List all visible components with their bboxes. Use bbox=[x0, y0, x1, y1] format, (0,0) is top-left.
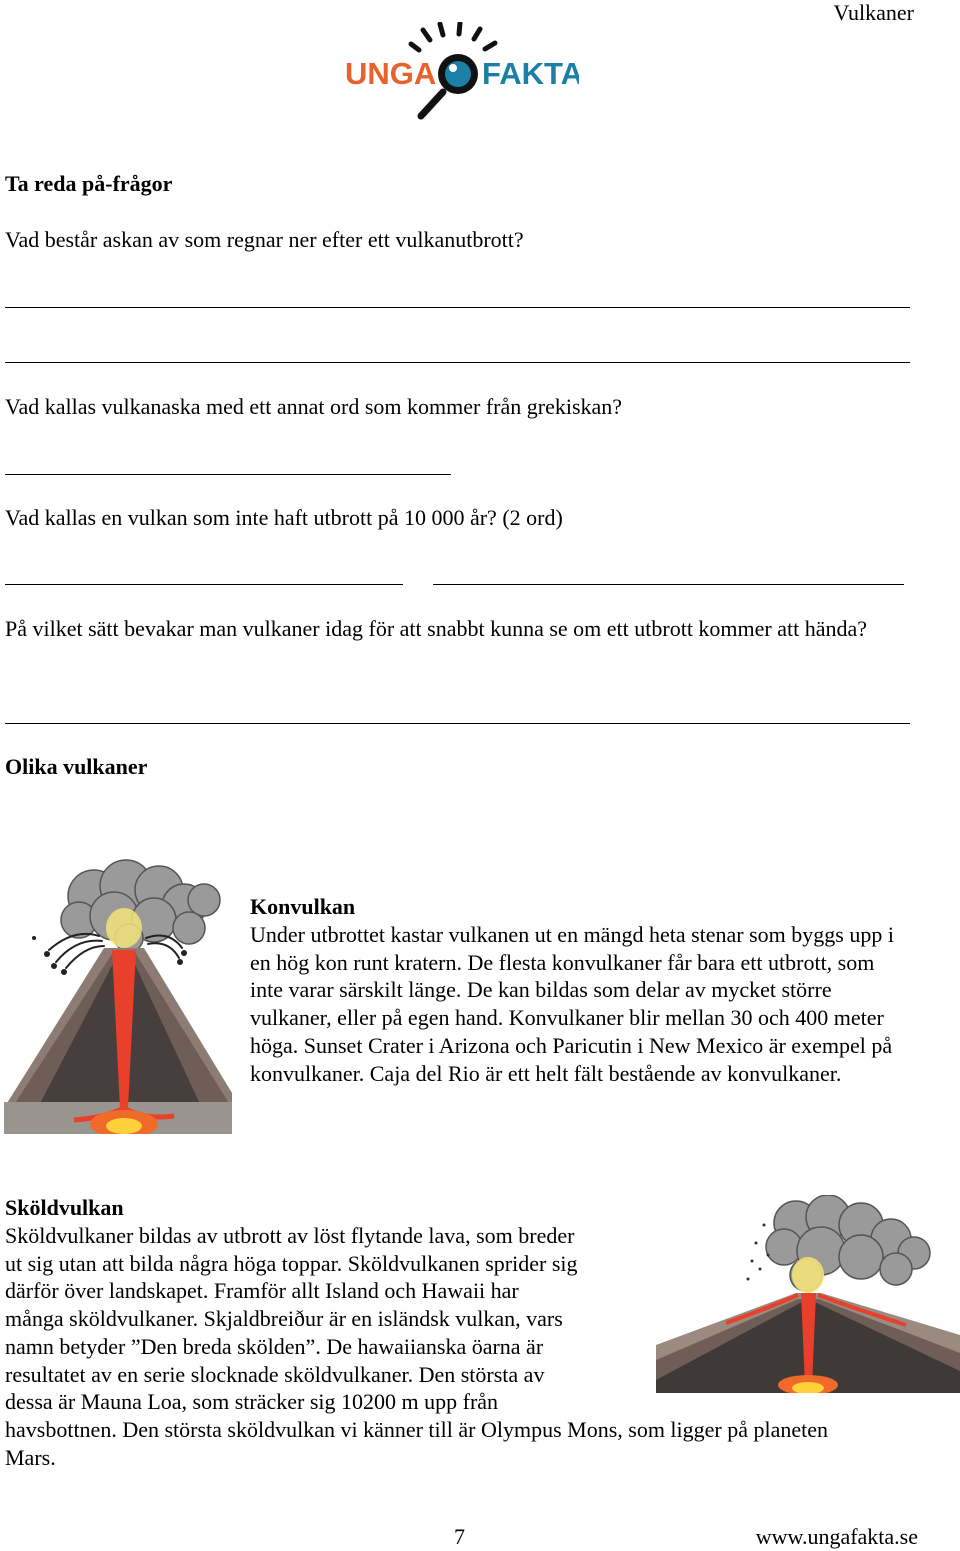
question-1: Vad består askan av som regnar ner efter ett vulkanutbrott? bbox=[5, 227, 524, 252]
page-number: 7 bbox=[454, 1524, 465, 1549]
types-heading: Olika vulkaner bbox=[5, 754, 148, 779]
footer-url[interactable]: www.ungafakta.se bbox=[755, 1524, 918, 1549]
skoldvulkan-line: havsbottnen. Den största sköldvulkan vi känner till är Olympus Mons, som ligger på planeten bbox=[5, 1416, 829, 1442]
header-title: Vulkaner bbox=[833, 0, 914, 25]
skoldvulkan-line: namn betyder ”Den breda skölden”. De hawaiianska öarna är bbox=[5, 1333, 544, 1359]
skoldvulkan-line: många sköldvulkaner. Skjaldbreiður är en isländsk vulkan, vars bbox=[5, 1306, 563, 1332]
question-3: Vad kallas en vulkan som inte haft utbrott på 10 000 år? (2 ord) bbox=[5, 505, 563, 530]
unga-fakta-logo bbox=[343, 22, 579, 122]
logo-text-right: FAKTA bbox=[482, 56, 579, 91]
answer-line-1a[interactable] bbox=[5, 307, 910, 308]
shield-volcano-illustration bbox=[656, 1195, 960, 1393]
konvulkan-text: Under utbrottet kastar vulkanen ut en mängd heta stenar som byggs upp i en hög kon runt kratern. De flesta konvulkaner får bara ett utbrott, som inte varar särskilt länge. De kan bildas som delar av mycket större vulkaner, eller på egen hand. Konvulkaner blir mellan 30 och 400 meter höga. Sunset Crater i Arizona och Paricutin i New Mexico är exempel på konvulkaner. Caja del Rio är ett helt fält bestående av konvulkaner. bbox=[250, 922, 894, 1086]
answer-line-4[interactable] bbox=[5, 723, 910, 724]
cone-volcano-illustration bbox=[4, 858, 232, 1134]
answer-line-1b[interactable] bbox=[5, 362, 910, 363]
skoldvulkan-line: dessa är Mauna Loa, som sträcker sig 10200 m upp från bbox=[5, 1389, 499, 1415]
answer-line-2[interactable] bbox=[5, 474, 451, 475]
skoldvulkan-line: ut sig utan att bilda några höga toppar. Sköldvulkanen sprider sig bbox=[5, 1250, 578, 1276]
skoldvulkan-line: Sköldvulkaner bildas av utbrott av löst flytande lava, som breder bbox=[5, 1223, 575, 1248]
skoldvulkan-line: resultatet av en serie slocknade sköldvulkaner. Den största av bbox=[5, 1361, 545, 1387]
skoldvulkan-title: Sköldvulkan bbox=[5, 1195, 124, 1220]
answer-line-3b[interactable] bbox=[433, 584, 904, 585]
skoldvulkan-line: därför över landskapet. Framför allt Island och Hawaii har bbox=[5, 1278, 519, 1304]
questions-heading: Ta reda på-frågor bbox=[5, 171, 173, 196]
answer-line-3a[interactable] bbox=[5, 584, 403, 585]
question-4: På vilket sätt bevakar man vulkaner idag för att snabbt kunna se om ett utbrott kommer att hända? bbox=[5, 616, 868, 641]
logo-text-left: UNGA bbox=[345, 56, 437, 91]
konvulkan-title: Konvulkan bbox=[250, 894, 356, 919]
skoldvulkan-line: Mars. bbox=[5, 1444, 56, 1470]
question-2: Vad kallas vulkanaska med ett annat ord som kommer från grekiskan? bbox=[5, 394, 623, 419]
